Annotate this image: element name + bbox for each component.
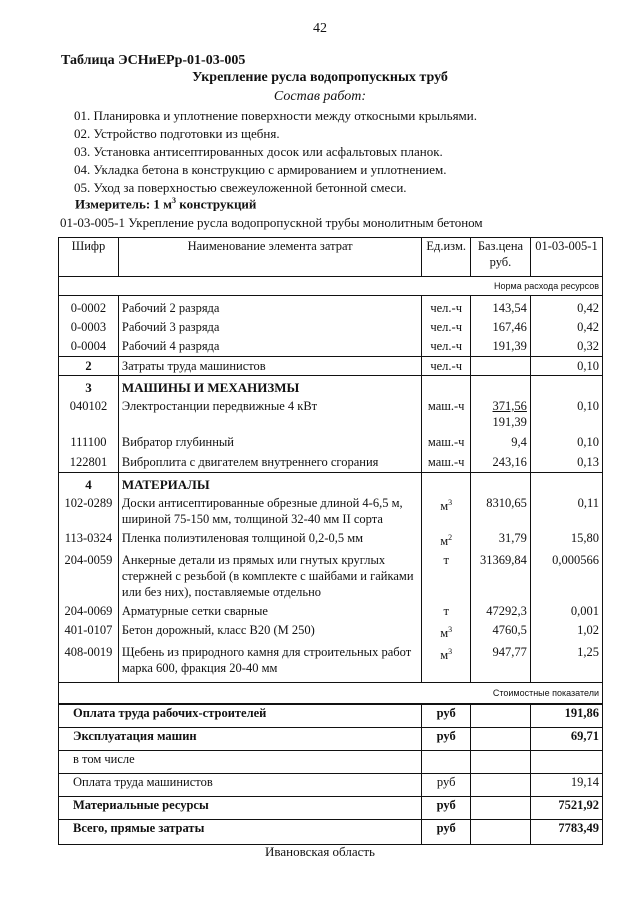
row-price: 167,46 [471, 316, 531, 335]
row-unit: чел.-ч [422, 335, 471, 357]
cost-name: в том числе [59, 751, 422, 774]
row-price: 9,4 [471, 430, 531, 450]
row-price [471, 357, 531, 376]
row-code: 111100 [59, 430, 119, 450]
row-name: Анкерные детали из прямых или гнутых круглых стержней с резьбой (в комплекте с шайбами и гайками или без них), поставляемые отдельно [118, 549, 421, 600]
cost-value: 7783,49 [530, 820, 602, 845]
section-code: 3 [59, 376, 119, 397]
row-price: 947,77 [471, 641, 531, 683]
row-value: 0,42 [530, 316, 602, 335]
work-item: 02. Устройство подготовки из щебня. [74, 126, 280, 141]
table-row [59, 493, 603, 527]
row-unit: т [422, 549, 471, 600]
row-code: 113-0324 [59, 527, 119, 549]
row-price: 243,16 [471, 450, 531, 473]
table-row [59, 527, 603, 549]
header-unit: Ед.изм. [422, 238, 471, 277]
row-value: 0,10 [530, 357, 602, 376]
cost-name: Эксплуатация машин [59, 728, 422, 751]
cost-label: Стоимостные показатели [59, 683, 603, 705]
row-name: Бетон дорожный, класс В20 (М 250) [118, 619, 421, 641]
section-row [59, 473, 603, 494]
row-unit: $м^2$ [422, 527, 471, 549]
header-name: Наименование элемента затрат [118, 238, 421, 277]
cost-name: Оплата труда рабочих-строителей [59, 704, 422, 728]
table-row [59, 549, 603, 600]
table-row [59, 396, 603, 430]
work-item: 03. Установка антисептированных досок или асфальтовых планок. [74, 144, 443, 159]
row-name: Рабочий 4 разряда [118, 335, 421, 357]
table-name: Таблица ЭСНиЕРр-01-03-005 [61, 53, 246, 68]
row-price: 31,79 [471, 527, 531, 549]
cost-row [59, 728, 603, 751]
region-footer: Ивановская область [265, 844, 375, 859]
row-price: 143,54 [471, 296, 531, 317]
norm-row [59, 277, 603, 296]
cost-unit [422, 751, 471, 774]
row-code: 204-0069 [59, 600, 119, 619]
row-unit: т [422, 600, 471, 619]
row-unit: маш.-ч [422, 430, 471, 450]
header-code: Шифр [59, 238, 119, 277]
cost-row [59, 797, 603, 820]
section-title: МАТЕРИАЛЫ [118, 473, 421, 494]
cost-unit: руб [422, 774, 471, 797]
row-price: 4760,5 [471, 619, 531, 641]
row-code: 040102 [59, 396, 119, 430]
row-name: Арматурные сетки сварные [118, 600, 421, 619]
row-name: Рабочий 3 разряда [118, 316, 421, 335]
row-unit: $м^3$ [422, 493, 471, 527]
cost-unit: руб [422, 797, 471, 820]
section-title: МАШИНЫ И МЕХАНИЗМЫ [118, 376, 421, 397]
table-row [59, 430, 603, 450]
row-price: 371,56 191,39 [471, 396, 531, 430]
row-value: 0,10 [530, 396, 602, 430]
row-code: 0-0002 [59, 296, 119, 317]
row-unit: чел.-ч [422, 296, 471, 317]
row-price: 31369,84 [471, 549, 531, 600]
document-title: Укрепление русла водопропускных труб [192, 70, 448, 85]
row-name: Вибратор глубинный [118, 430, 421, 450]
row-unit: чел.-ч [422, 357, 471, 376]
row-value: 1,25 [530, 641, 602, 683]
row-code: 408-0019 [59, 641, 119, 683]
header-column: 01-03-005-1 [530, 238, 602, 277]
cost-name: Оплата труда машинистов [59, 774, 422, 797]
cost-name: Материальные ресурсы [59, 797, 422, 820]
row-name: Затраты труда машинистов [118, 357, 421, 376]
row-value: 1,02 [530, 619, 602, 641]
header-price: Баз.цена руб. [471, 238, 531, 277]
row-unit: маш.-ч [422, 450, 471, 473]
row-unit: $м^3$ [422, 641, 471, 683]
cost-unit: руб [422, 704, 471, 728]
row-code: 2 [59, 357, 119, 376]
row-code: 401-0107 [59, 619, 119, 641]
table-row [59, 641, 603, 683]
work-item: 05. Уход за поверхностью свежеуложенной бетонной смеси. [74, 180, 407, 195]
row-name: Щебень из природного камня для строительных работ марка 600, фракция 20-40 мм [118, 641, 421, 683]
row-name: Электростанции передвижные 4 кВт [118, 396, 421, 430]
cost-header-row [59, 683, 603, 705]
row-price: 47292,3 [471, 600, 531, 619]
norm-label: Норма расхода ресурсов [59, 277, 603, 296]
cost-row [59, 751, 603, 774]
table-row [59, 619, 603, 641]
work-item: 01. Планировка и уплотнение поверхности между откосными крыльями. [74, 108, 477, 123]
norm-subtitle: 01-03-005-1 Укрепление русла водопропускной трубы монолитным бетоном [60, 215, 483, 230]
table-header [59, 238, 603, 277]
cost-value: 7521,92 [530, 797, 602, 820]
row-code: 122801 [59, 450, 119, 473]
measure-unit: Измеритель: 1 $м^3$ конструкций [75, 196, 257, 212]
table-row [59, 600, 603, 619]
row-price: 191,39 [471, 335, 531, 357]
row-code: 0-0003 [59, 316, 119, 335]
row-value: 15,80 [530, 527, 602, 549]
cost-name: Всего, прямые затраты [59, 820, 422, 845]
row-value: 0,001 [530, 600, 602, 619]
row-code: 0-0004 [59, 335, 119, 357]
table-row [59, 296, 603, 317]
row-value: 0,10 [530, 430, 602, 450]
cost-value: 19,14 [530, 774, 602, 797]
row-value: 0,42 [530, 296, 602, 317]
page-number: 42 [313, 21, 327, 36]
row-value: 0,11 [530, 493, 602, 527]
row-unit: $м^3$ [422, 619, 471, 641]
resource-table [58, 237, 603, 845]
row-value: 0,13 [530, 450, 602, 473]
section-row [59, 376, 603, 397]
row-name: Доски антисептированные обрезные длиной 4-6,5 м, шириной 75-150 мм, толщиной 32-40 мм II сорта [118, 493, 421, 527]
section-code: 4 [59, 473, 119, 494]
row-value: 0,000566 [530, 549, 602, 600]
row-name: Виброплита с двигателем внутреннего сгорания [118, 450, 421, 473]
cost-row [59, 820, 603, 845]
row-price: 8310,65 [471, 493, 531, 527]
row-code: 102-0289 [59, 493, 119, 527]
cost-value: 191,86 [530, 704, 602, 728]
cost-row [59, 774, 603, 797]
row-name: Рабочий 2 разряда [118, 296, 421, 317]
table-row [59, 450, 603, 473]
table-row [59, 335, 603, 357]
row-unit: маш.-ч [422, 396, 471, 430]
work-item: 04. Укладка бетона в конструкцию с армированием и уплотнением. [74, 162, 447, 177]
row-code: 204-0059 [59, 549, 119, 600]
composition-heading: Состав работ: [273, 89, 367, 104]
table-row [59, 357, 603, 376]
cost-value [530, 751, 602, 774]
cost-row [59, 704, 603, 728]
cost-unit: руб [422, 820, 471, 845]
table-row [59, 316, 603, 335]
row-value: 0,32 [530, 335, 602, 357]
row-name: Пленка полиэтиленовая толщиной 0,2-0,5 мм [118, 527, 421, 549]
cost-unit: руб [422, 728, 471, 751]
row-unit: чел.-ч [422, 316, 471, 335]
cost-value: 69,71 [530, 728, 602, 751]
